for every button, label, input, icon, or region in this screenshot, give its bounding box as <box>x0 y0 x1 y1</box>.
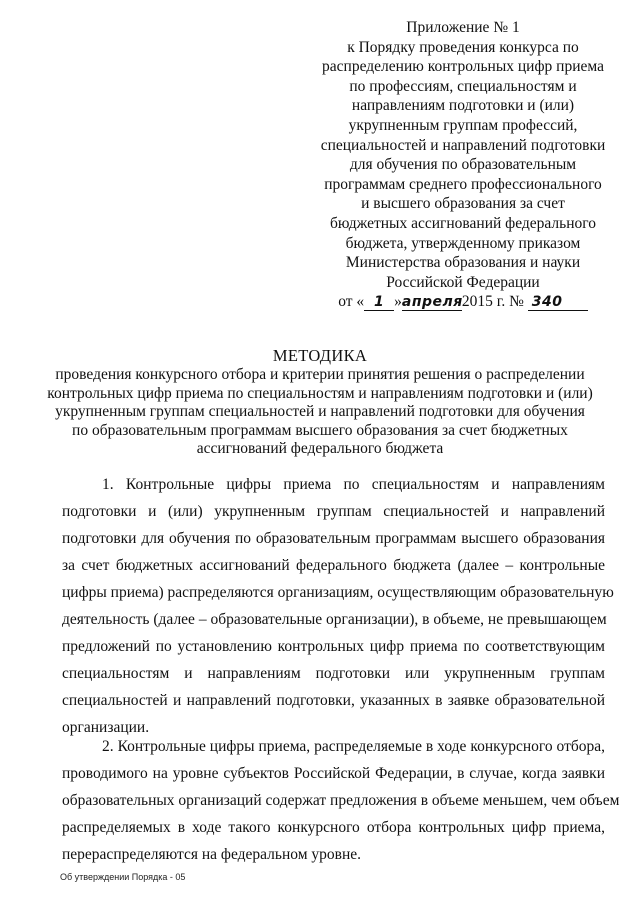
appendix-line: распределению контрольных цифр приема <box>322 58 604 76</box>
paragraph-line: 2. Контрольные цифры приема, распределяемые в ходе конкурсного отбора, <box>102 738 605 755</box>
appendix-line: бюджета, утвержденному приказом <box>345 234 581 252</box>
subtitle-line: ассигнований федерального бюджета <box>196 440 444 458</box>
appendix-line: программам среднего профессионального <box>324 175 602 193</box>
order-number: 340 <box>528 294 588 311</box>
subtitle-line: контрольных цифр приема по специальностям и направлениям подготовки и (или) <box>47 384 593 402</box>
appendix-line: направлениям подготовки и (или) <box>351 97 575 115</box>
paragraph-line: подготовки для обучения по образовательным программам высшего образования <box>62 530 605 547</box>
order-year: 2015 г. № <box>461 293 524 311</box>
paragraph-line: 1. Контрольные цифры приема по специальностям и направлениям <box>102 476 605 493</box>
paragraph-1 <box>62 471 614 741</box>
appendix-line: специальностей и направлений подготовки <box>320 136 606 154</box>
appendix-line: для обучения по образовательным <box>349 156 577 174</box>
subtitle-line: проведения конкурсного отбора и критерии принятия решения о распределении <box>55 366 585 383</box>
appendix-line: по профессиям, специальностям и <box>349 77 577 95</box>
appendix-line: Министерства образования и науки <box>345 254 581 272</box>
subtitle-line: по образовательным программам высшего образования за счет бюджетных <box>72 421 568 439</box>
paragraph-line: образовательных организаций содержат предложения в объеме меньшем, чем объем <box>62 792 620 809</box>
appendix-line: укрупненным группам профессий, <box>348 116 578 134</box>
appendix-line: Российской Федерации <box>386 273 540 291</box>
appendix-block <box>318 18 608 312</box>
appendix-heading: Приложение № 1 <box>406 19 520 36</box>
order-day: 1 <box>364 294 394 311</box>
paragraph-line: деятельность (далее – образовательные организации), в объеме, не превышающем <box>62 611 607 628</box>
paragraph-line: цифры приема) распределяются организациям, осуществляющим образовательную <box>62 584 614 601</box>
order-prefix: от « <box>338 293 365 311</box>
paragraph-line: подготовки и (или) укрупненным группам специальностей и направлений <box>62 503 605 520</box>
paragraph-2 <box>62 733 620 868</box>
subtitle-line: укрупненным группам специальностей и направлений подготовки для обучения <box>55 403 585 421</box>
paragraph-line: организации. <box>62 719 150 736</box>
paragraph-line: за счет бюджетных ассигнований федерального бюджета (далее – контрольные <box>62 557 605 574</box>
order-mid: » <box>394 293 402 311</box>
document-title: МЕТОДИКА <box>272 346 368 365</box>
paragraph-line: предложений по установлению контрольных цифр приема по соответствующим <box>62 638 605 655</box>
paragraph-line: специальностям и направлениям подготовки или укрупненным группам <box>62 665 605 682</box>
appendix-line: к Порядку проведения конкурса по <box>347 38 579 56</box>
footer-note: Об утверждении Порядка - 05 <box>60 872 186 882</box>
paragraph-line: проводимого на уровне субъектов Российской Федерации, в случае, когда заявки <box>62 765 605 782</box>
paragraph-line: распределяемых в ходе такого конкурсного отбора контрольных цифр приема, <box>62 819 605 836</box>
appendix-line: бюджетных ассигнований федерального <box>330 214 596 232</box>
appendix-line: и высшего образования за счет <box>361 195 565 213</box>
paragraph-line: специальностей и направлений подготовки, указанных в заявке образовательной <box>62 692 605 709</box>
paragraph-line: перераспределяются на федеральном уровне. <box>62 846 362 863</box>
title-block <box>40 346 600 459</box>
order-month: апреля <box>401 294 463 311</box>
order-date-line <box>318 292 608 312</box>
